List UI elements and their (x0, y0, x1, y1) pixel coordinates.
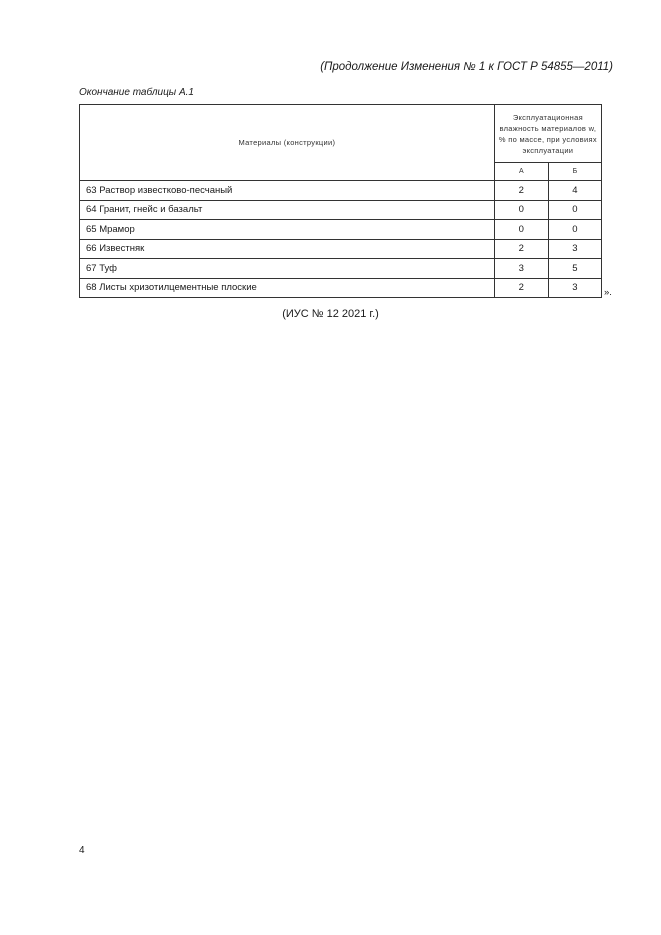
moisture-value-a: 0 (494, 220, 548, 240)
moisture-value-b: 0 (548, 200, 601, 220)
moisture-value-b: 3 (548, 239, 601, 259)
table-caption: Окончание таблицы А.1 (79, 87, 194, 98)
materials-moisture-table (79, 104, 602, 298)
table-row (80, 200, 602, 220)
table-row (80, 278, 602, 298)
material-name: 65 Мрамор (80, 220, 495, 240)
material-name: 67 Туф (80, 259, 495, 279)
moisture-value-a: 2 (494, 278, 548, 298)
condition-a-header: А (494, 163, 548, 181)
material-name: 68 Листы хризотилцементные плоские (80, 278, 495, 298)
moisture-value-a: 3 (494, 259, 548, 279)
table-row (80, 220, 602, 240)
ius-reference-note: (ИУС № 12 2021 г.) (282, 308, 379, 320)
table-header-row (80, 105, 602, 163)
material-name: 66 Известняк (80, 239, 495, 259)
moisture-value-a: 2 (494, 239, 548, 259)
moisture-value-b: 0 (548, 220, 601, 240)
table-row (80, 181, 602, 201)
moisture-value-b: 3 (548, 278, 601, 298)
moisture-value-b: 4 (548, 181, 601, 201)
table-row (80, 239, 602, 259)
moisture-column-group-header: Эксплуатационная влажность материалов w, % по массе, при условиях эксплуатации (494, 105, 601, 163)
amendment-header-note: (Продолжение Изменения № 1 к ГОСТ Р 54855—2011) (320, 61, 613, 73)
table-row (80, 259, 602, 279)
material-name: 63 Раствор известково-песчаный (80, 181, 495, 201)
materials-column-header: Материалы (конструкции) (80, 105, 495, 181)
moisture-value-b: 5 (548, 259, 601, 279)
moisture-value-a: 2 (494, 181, 548, 201)
condition-b-header: Б (548, 163, 601, 181)
material-name: 64 Гранит, гнейс и базальт (80, 200, 495, 220)
moisture-value-a: 0 (494, 200, 548, 220)
closing-quote-mark: ». (604, 287, 612, 298)
page-number: 4 (79, 845, 85, 856)
